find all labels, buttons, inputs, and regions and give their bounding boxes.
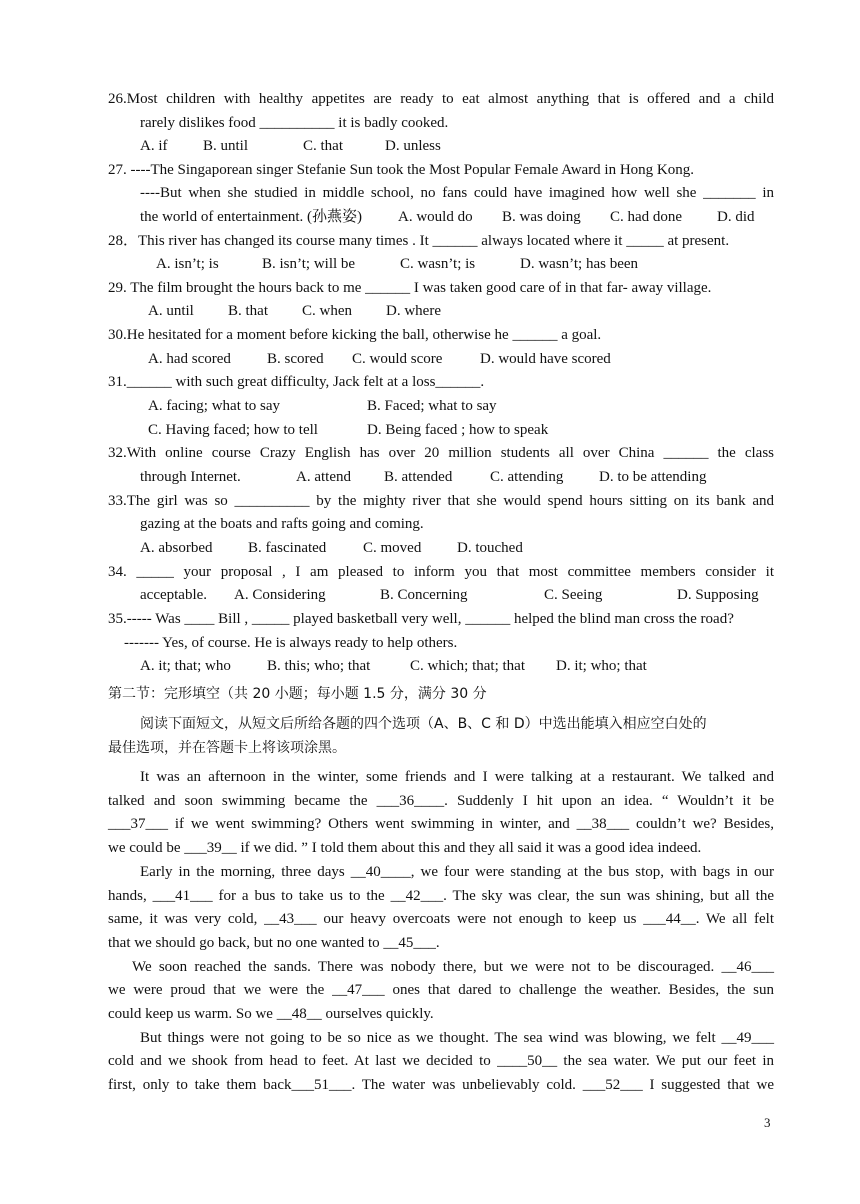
- q26-stem-line2: rarely dislikes food __________ it is badly cooked.: [140, 115, 449, 131]
- q30-option-b: B. scored: [267, 351, 324, 367]
- q26-stem-line1: 26.Most children with healthy appetites are ready to eat almost anything that is offered and a child: [108, 91, 774, 107]
- passage-p3-line1: We soon reached the sands. There was nobody there, but we were not to be discouraged. __46___: [132, 959, 774, 975]
- passage-p4-line2: cold and we shook from head to feet. At last we decided to ____50__ the sea water. We put our feet in: [108, 1053, 774, 1069]
- q33-option-d: D. touched: [457, 540, 523, 556]
- q30-option-a: A. had scored: [148, 351, 231, 367]
- q29-stem-line1: 29. The film brought the hours back to me ______ I was taken good care of in that far- away village.: [108, 280, 712, 296]
- passage-p1-line4: we could be ___39__ if we did. ” I told them about this and they all said it was a good idea indeed.: [108, 840, 702, 856]
- q33-stem-line2: gazing at the boats and rafts going and coming.: [140, 516, 424, 532]
- q28-option-d: D. wasn’t; has been: [520, 256, 639, 272]
- q26-option-d: D. unless: [385, 138, 441, 154]
- q35-stem-line2: ------- Yes, of course. He is always ready to help others.: [124, 635, 458, 651]
- q27-stem-line1: 27. ----The Singaporean singer Stefanie Sun took the Most Popular Female Award in Hong Kong.: [108, 162, 695, 178]
- q35-option-a: A. it; that; who: [140, 658, 231, 674]
- q30-stem-line1: 30.He hesitated for a moment before kicking the ball, otherwise he ______ a goal.: [108, 327, 602, 343]
- passage-p3-line3: could keep us warm. So we __48__ ourselves quickly.: [108, 1006, 434, 1022]
- q28-option-a: A. isn’t; is: [156, 256, 219, 272]
- q35-option-d: D. it; who; that: [556, 658, 647, 674]
- q32-stem-line1: 32.With online course Crazy English has over 20 million students all over China ______ the class: [108, 445, 774, 461]
- passage-p4-line1: But things were not going to be so nice as we thought. The sea wind was blowing, we felt __49___: [140, 1030, 774, 1046]
- passage-p4-line3: first, only to take them back___51___. The water was unbelievably cold. ___52___ I suggested that we: [108, 1077, 774, 1093]
- q32-stem-line2: through Internet.: [140, 469, 241, 485]
- q27-option-a: A. would do: [398, 209, 473, 225]
- section2-instruction-line2: 最佳选项，并在答题卡上将该项涂黑。: [108, 740, 346, 756]
- passage-p1-line3: ___37___ if we went swimming? Others went swimming in winter, and __38___ couldn’t we? Besides,: [108, 816, 774, 832]
- q31-option-b: B. Faced; what to say: [367, 398, 497, 414]
- q33-option-a: A. absorbed: [140, 540, 213, 556]
- q32-option-c: C. attending: [490, 469, 564, 485]
- q34-option-a: A. Considering: [234, 587, 326, 603]
- q29-option-b: B. that: [228, 303, 268, 319]
- q31-option-a: A. facing; what to say: [148, 398, 281, 414]
- passage-p2-line4: that we should go back, but no one wanted to __45___.: [108, 935, 440, 951]
- q35-option-b: B. this; who; that: [267, 658, 371, 674]
- q27-option-b: B. was doing: [502, 209, 581, 225]
- q28-option-b: B. isn’t; will be: [262, 256, 356, 272]
- q33-option-b: B. fascinated: [248, 540, 327, 556]
- q33-stem-line1: 33.The girl was so __________ by the mighty river that she would spend hours sitting on its bank and: [108, 493, 774, 509]
- q27-stem-line2: ----But when she studied in middle school, no fans could have imagined how well she _______ in: [140, 185, 774, 201]
- q29-option-d: D. where: [386, 303, 441, 319]
- q34-option-c: C. Seeing: [544, 587, 603, 603]
- passage-p3-line2: we were proud that we were the __47___ ones that dared to challenge the weather. Besides, the sun: [108, 982, 774, 998]
- q31-option-d: D. Being faced ; how to speak: [367, 422, 549, 438]
- q27-option-d: D. did: [717, 209, 755, 225]
- passage-p2-line3: same, it was very cold, __43___ our heavy overcoats were not enough to keep us ___44__. We all felt: [108, 911, 774, 927]
- q32-option-b: B. attended: [384, 469, 453, 485]
- q30-option-d: D. would have scored: [480, 351, 611, 367]
- section2-heading: 第二节：完形填空（共 20 小题；每小题 1.5 分，满分 30 分: [108, 686, 487, 702]
- q29-option-a: A. until: [148, 303, 194, 319]
- passage-p1-line1: It was an afternoon in the winter, some friends and I were talking at a restaurant. We talked and: [140, 769, 774, 785]
- q27-stem-line3: the world of entertainment. (孙燕姿): [140, 209, 363, 225]
- q26-option-c: C. that: [303, 138, 343, 154]
- section2-instruction-line1: 阅读下面短文，从短文后所给各题的四个选项（A、B、C 和 D）中选出能填入相应空白处的: [140, 716, 707, 732]
- q35-stem-line1: 35.----- Was ____ Bill , _____ played basketball very well, ______ helped the blind man cross the road?: [108, 611, 734, 627]
- passage-p1-line2: talked and soon swimming became the ___36____. Suddenly I hit upon an idea. “ Wouldn’t it be: [108, 793, 774, 809]
- q34-option-b: B. Concerning: [380, 587, 468, 603]
- passage-p2-line2: hands, ___41___ for a bus to take us to the __42___. The sky was clear, the sun was shining, but all the: [108, 888, 774, 904]
- passage-p2-line1: Early in the morning, three days __40____, we four were standing at the bus stop, with bags in our: [140, 864, 774, 880]
- q28-option-c: C. wasn’t; is: [400, 256, 476, 272]
- q34-option-d: D. Supposing: [677, 587, 759, 603]
- q30-option-c: C. would score: [352, 351, 443, 367]
- q31-option-c: C. Having faced; how to tell: [148, 422, 318, 438]
- q35-option-c: C. which; that; that: [410, 658, 525, 674]
- page-number: 3: [764, 1115, 771, 1130]
- q32-option-d: D. to be attending: [599, 469, 707, 485]
- q26-option-a: A. if: [140, 138, 168, 154]
- q33-option-c: C. moved: [363, 540, 422, 556]
- q34-stem-line2: acceptable.: [140, 587, 208, 603]
- q31-stem-line1: 31.______ with such great difficulty, Jack felt at a loss______.: [108, 374, 485, 390]
- q34-stem-line1: 34. _____ your proposal , I am pleased to inform you that most committee members consider it: [108, 564, 774, 580]
- q26-option-b: B. until: [203, 138, 249, 154]
- q29-option-c: C. when: [302, 303, 352, 319]
- q32-option-a: A. attend: [296, 469, 351, 485]
- q27-option-c: C. had done: [610, 209, 683, 225]
- q28-stem-line1: 28．This river has changed its course many times . It ______ always located where it _____ at present.: [108, 233, 730, 249]
